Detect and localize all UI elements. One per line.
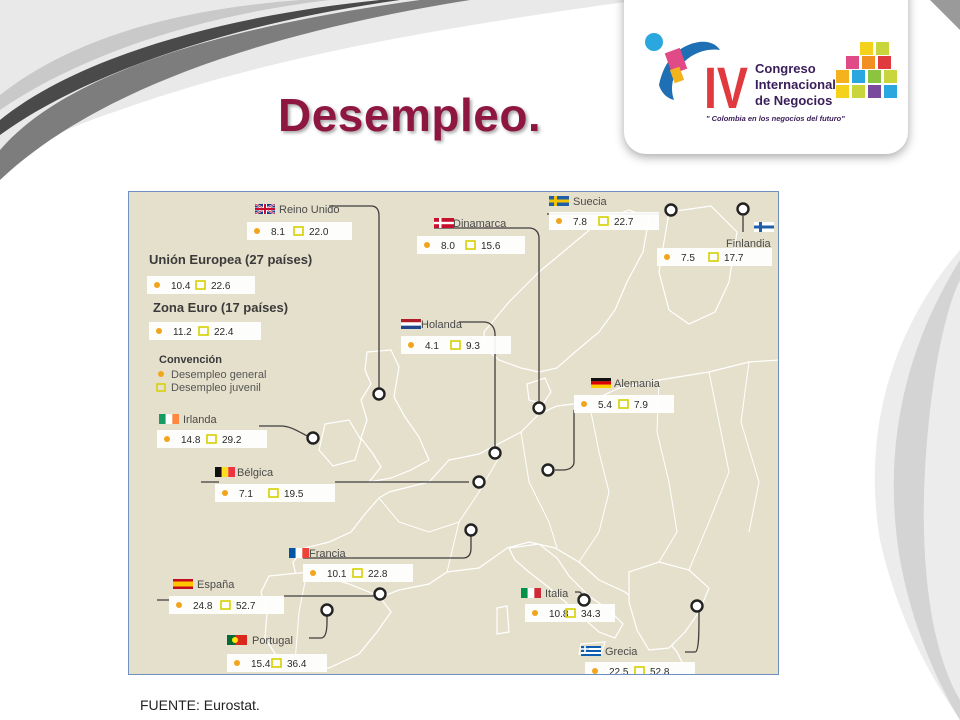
francia-values xyxy=(303,564,413,582)
dinamarca-name: Dinamarca xyxy=(453,218,507,230)
irlanda-youth-value: 29.2 xyxy=(222,435,242,446)
finlandia-youth-value: 17.7 xyxy=(724,253,744,264)
alemania-general-dot xyxy=(581,401,587,407)
grecia-name: Grecia xyxy=(605,646,638,658)
eu-general-value: 10.4 xyxy=(171,281,191,292)
legend-youth-label: Desempleo juvenil xyxy=(171,382,261,394)
reino-unido-youth-value: 22.0 xyxy=(309,227,329,238)
italia-values xyxy=(525,604,615,622)
alemania-marker xyxy=(543,465,554,476)
logo-square xyxy=(836,70,849,83)
italia-flag-icon xyxy=(521,588,541,598)
alemania-general-value: 5.4 xyxy=(598,400,612,411)
reino-unido-flag-icon xyxy=(255,204,275,214)
belgica-value-panel xyxy=(215,484,335,502)
suecia-flag-icon xyxy=(549,196,569,206)
irlanda-general-value: 14.8 xyxy=(181,435,201,446)
espana-values xyxy=(169,596,284,614)
alemania-values xyxy=(574,395,674,413)
finlandia-flag-icon xyxy=(754,222,774,232)
holanda-name: Holanda xyxy=(421,319,462,331)
francia-general-value: 10.1 xyxy=(327,569,347,580)
portugal-name: Portugal xyxy=(252,635,293,647)
grecia-youth-value: 52.8 xyxy=(650,667,670,676)
logo-figure-head xyxy=(645,33,663,51)
land-sardinia xyxy=(497,606,509,634)
francia-name: Francia xyxy=(309,548,346,560)
finlandia-name: Finlandia xyxy=(726,238,771,250)
logo-square xyxy=(852,70,865,83)
logo-square xyxy=(860,42,873,55)
logo-square xyxy=(884,85,897,98)
logo-numeral: IV xyxy=(704,56,749,121)
dinamarca-marker xyxy=(534,403,545,414)
map-canvas xyxy=(129,192,779,675)
alemania-name: Alemania xyxy=(614,378,660,390)
eu-values xyxy=(147,276,255,294)
reino-unido-value-panel xyxy=(247,222,352,240)
irlanda-name: Irlanda xyxy=(183,414,217,426)
holanda-values xyxy=(401,336,511,354)
logo-square xyxy=(868,70,881,83)
logo-square xyxy=(878,56,891,69)
italia-general-dot xyxy=(532,610,538,616)
logo-line-negocios: de Negocios xyxy=(755,93,833,108)
portugal-general-dot xyxy=(234,660,240,666)
finlandia-marker xyxy=(738,204,749,215)
portugal-value-panel xyxy=(227,654,327,672)
euro-youth-value: 22.4 xyxy=(214,327,234,338)
logo-color-squares xyxy=(836,42,897,98)
reino-unido-general-value: 8.1 xyxy=(271,227,285,238)
belgica-marker xyxy=(474,477,485,488)
reino-unido-name: Reino Unido xyxy=(279,204,340,216)
dinamarca-general-dot xyxy=(424,242,430,248)
grecia-marker xyxy=(692,601,703,612)
euro-values xyxy=(149,322,261,340)
francia-flag-icon xyxy=(289,548,309,558)
legend-title: Convención xyxy=(159,354,222,366)
grecia-value-panel xyxy=(585,662,695,675)
irlanda-value-panel xyxy=(157,430,267,448)
reino-unido-marker xyxy=(374,389,385,400)
grecia-general-dot xyxy=(592,668,598,674)
alemania-youth-value: 7.9 xyxy=(634,400,648,411)
italia-youth-value: 34.3 xyxy=(581,609,601,620)
belgica-values xyxy=(215,484,335,502)
suecia-marker xyxy=(666,205,677,216)
legend-general-label: Desempleo general xyxy=(171,369,267,381)
irlanda-marker xyxy=(308,433,319,444)
suecia-youth-value: 22.7 xyxy=(614,217,634,228)
dinamarca-general-value: 8.0 xyxy=(441,241,455,252)
portugal-general-value: 15.4 xyxy=(251,659,271,670)
holanda-marker xyxy=(490,448,501,459)
suecia-general-value: 7.8 xyxy=(573,217,587,228)
logo-square xyxy=(846,56,859,69)
irlanda-general-dot xyxy=(164,436,170,442)
espana-general-dot xyxy=(176,602,182,608)
espana-youth-value: 52.7 xyxy=(236,601,256,612)
italia-general-value: 10.8 xyxy=(549,609,569,620)
holanda-general-value: 4.1 xyxy=(425,341,439,352)
dinamarca-values xyxy=(417,236,525,254)
reino-unido-values xyxy=(247,222,352,240)
belgica-name: Bélgica xyxy=(237,467,274,479)
euro-label: Zona Euro (17 países) xyxy=(153,300,289,315)
portugal-values xyxy=(227,654,327,672)
suecia-general-dot xyxy=(556,218,562,224)
italia-marker xyxy=(579,595,590,606)
belgica-general-value: 7.1 xyxy=(239,489,253,500)
espana-marker xyxy=(375,589,386,600)
euro-values xyxy=(149,322,261,340)
eu-label: Unión Europea (27 países) xyxy=(149,252,313,267)
holanda-flag-icon xyxy=(401,319,421,329)
logo-square xyxy=(852,85,865,98)
eu-values xyxy=(147,276,255,294)
alemania-value-panel xyxy=(574,395,674,413)
italia-name: Italia xyxy=(545,588,569,600)
espana-value-panel xyxy=(169,596,284,614)
francia-youth-value: 22.8 xyxy=(368,569,388,580)
eu-general-dot xyxy=(154,282,160,288)
finlandia-values xyxy=(657,248,772,266)
logo-square xyxy=(836,85,849,98)
francia-marker xyxy=(466,525,477,536)
grecia-values xyxy=(585,662,695,675)
belgica-flag-icon xyxy=(215,467,235,477)
suecia-name: Suecia xyxy=(573,196,607,208)
holanda-value-panel xyxy=(401,336,511,354)
finlandia-value-panel xyxy=(657,248,772,266)
eu-value-panel xyxy=(147,276,255,294)
espana-name: España xyxy=(197,579,235,591)
francia-general-dot xyxy=(310,570,316,576)
europe-unemployment-map xyxy=(128,191,779,675)
logo-tagline: " Colombia en los negocios del futuro" xyxy=(706,114,845,123)
francia-value-panel xyxy=(303,564,413,582)
legend-general-dot xyxy=(158,371,164,377)
finlandia-general-dot xyxy=(664,254,670,260)
suecia-value-panel xyxy=(549,212,659,230)
dinamarca-youth-value: 15.6 xyxy=(481,241,501,252)
reino-unido-general-dot xyxy=(254,228,260,234)
portugal-flag-icon xyxy=(227,635,247,645)
source-footnote: FUENTE: Eurostat. xyxy=(140,697,260,713)
dinamarca-flag-icon xyxy=(434,218,454,228)
logo-square xyxy=(862,56,875,69)
holanda-youth-value: 9.3 xyxy=(466,341,480,352)
logo-square xyxy=(868,85,881,98)
alemania-flag-icon xyxy=(591,378,611,388)
eu-youth-value: 22.6 xyxy=(211,281,231,292)
portugal-youth-value: 36.4 xyxy=(287,659,307,670)
grecia-general-value: 22.5 xyxy=(609,667,629,676)
euro-general-dot xyxy=(156,328,162,334)
grecia-flag-icon xyxy=(581,646,601,656)
logo-square xyxy=(884,70,897,83)
irlanda-values xyxy=(157,430,267,448)
italia-value-panel xyxy=(525,604,615,622)
dinamarca-value-panel xyxy=(417,236,525,254)
suecia-values xyxy=(549,212,659,230)
espana-flag-icon xyxy=(173,579,193,589)
euro-value-panel xyxy=(149,322,261,340)
belgica-youth-value: 19.5 xyxy=(284,489,304,500)
portugal-marker xyxy=(322,605,333,616)
holanda-general-dot xyxy=(408,342,414,348)
espana-general-value: 24.8 xyxy=(193,601,213,612)
belgica-general-dot xyxy=(222,490,228,496)
euro-general-value: 11.2 xyxy=(173,327,192,338)
slide-title: Desempleo. xyxy=(278,89,542,141)
congress-logo xyxy=(624,0,908,154)
logo-line-congreso: Congreso xyxy=(755,61,816,76)
irlanda-flag-icon xyxy=(159,414,179,424)
finlandia-general-value: 7.5 xyxy=(681,253,695,264)
logo-square xyxy=(876,42,889,55)
logo-line-internacional: Internacional xyxy=(755,77,836,92)
